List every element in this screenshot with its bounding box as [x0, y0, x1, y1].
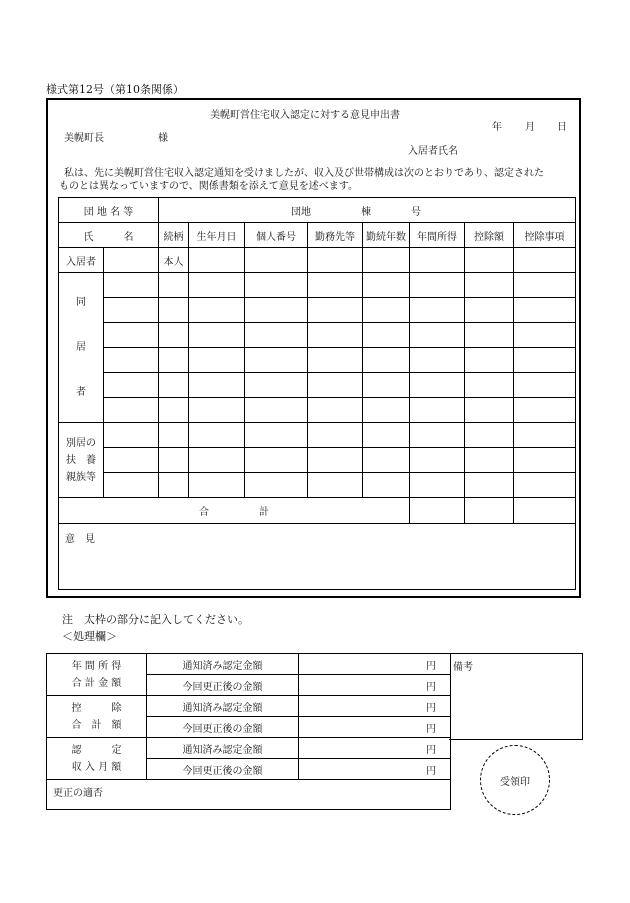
table-row: [59, 273, 576, 298]
table-cell[interactable]: [410, 423, 465, 448]
danchi-info-cell[interactable]: [159, 198, 576, 223]
table-cell[interactable]: [245, 398, 308, 423]
table-cell[interactable]: [465, 448, 514, 473]
table-cell[interactable]: [363, 323, 410, 348]
header-relation: 続柄: [159, 223, 189, 248]
table-cell[interactable]: [308, 323, 363, 348]
table-row: [59, 398, 576, 423]
note-text: 注 太枠の部分に記入してください。: [62, 613, 249, 626]
table-cell[interactable]: [308, 448, 363, 473]
table-cell[interactable]: [514, 473, 576, 498]
label-line: 合 計 金 額: [71, 677, 122, 689]
form-number: 様式第12号（第10条関係）: [46, 83, 184, 96]
table-cell[interactable]: [104, 323, 159, 348]
table-cell[interactable]: [159, 423, 189, 448]
cohabitant-label: [59, 273, 104, 423]
table-row: [59, 298, 576, 323]
cohabitant-char: 者: [76, 387, 86, 398]
table-cell[interactable]: [514, 248, 576, 273]
table-cell[interactable]: [363, 423, 410, 448]
yen-field[interactable]: [299, 759, 451, 780]
table-cell[interactable]: [159, 473, 189, 498]
total-label: 合 計: [59, 498, 410, 524]
table-cell[interactable]: [308, 473, 363, 498]
label-line: 年 間 所 得: [71, 660, 122, 672]
applicant-name-label: 入居者氏名: [408, 146, 458, 157]
table-cell[interactable]: [104, 448, 159, 473]
form-title: 美幌町営住宅収入認定に対する意見申出書: [210, 110, 400, 121]
table-cell[interactable]: [245, 448, 308, 473]
separate-relatives-label: [59, 423, 104, 498]
date-day[interactable]: 日: [557, 122, 567, 133]
certified-monthly-income-label: [47, 738, 147, 780]
table-row: [59, 323, 576, 348]
addressee-name: 美幌町長: [64, 133, 104, 144]
separate-line: 扶 養: [66, 454, 96, 466]
annual-income-total-label: [47, 654, 147, 696]
table-cell[interactable]: [245, 298, 308, 323]
table-cell[interactable]: [410, 248, 465, 273]
table-cell[interactable]: [514, 298, 576, 323]
table-cell[interactable]: [189, 473, 245, 498]
table-row: [59, 423, 576, 448]
table-cell[interactable]: [465, 323, 514, 348]
processing-title: ＜処理欄＞: [62, 630, 117, 643]
header-individual-number: 個人番号: [245, 223, 308, 248]
table-cell[interactable]: [308, 348, 363, 373]
table-cell[interactable]: [363, 448, 410, 473]
unit-label: 号: [411, 206, 422, 218]
table-cell[interactable]: [363, 373, 410, 398]
table-cell[interactable]: [104, 273, 159, 298]
table-cell[interactable]: [514, 373, 576, 398]
header-name: 氏 名: [59, 223, 159, 248]
resident-name-cell[interactable]: [104, 248, 159, 273]
label-line: 収 入 月 額: [71, 761, 122, 773]
building-label: 棟: [361, 206, 372, 218]
header-workplace: 勤務先等: [308, 223, 363, 248]
yen-unit: 円: [426, 660, 436, 672]
table-cell[interactable]: [308, 398, 363, 423]
table-cell[interactable]: [245, 248, 308, 273]
table-cell[interactable]: [363, 298, 410, 323]
deduction-total-label: [47, 696, 147, 738]
table-cell[interactable]: [363, 473, 410, 498]
notified-amount-label: 通知済み認定金額: [147, 738, 299, 759]
receipt-stamp-circle[interactable]: [480, 745, 550, 815]
table-cell[interactable]: [189, 398, 245, 423]
table-cell[interactable]: [159, 373, 189, 398]
separate-line: 別居の: [66, 437, 96, 449]
notified-amount-label: 通知済み認定金額: [147, 696, 299, 717]
cohabitant-char: 居: [76, 342, 86, 353]
table-cell[interactable]: [465, 348, 514, 373]
table-cell[interactable]: [308, 273, 363, 298]
label-line: 合 計 額: [71, 719, 122, 731]
header-deduction-amount: 控除額: [465, 223, 514, 248]
table-cell[interactable]: [410, 348, 465, 373]
table-cell[interactable]: [514, 323, 576, 348]
header-annual-income: 年間所得: [410, 223, 465, 248]
table-cell[interactable]: [245, 273, 308, 298]
table-cell[interactable]: [410, 323, 465, 348]
processing-table: [46, 653, 451, 810]
table-cell[interactable]: [363, 273, 410, 298]
table-row: [59, 448, 576, 473]
table-cell[interactable]: [245, 473, 308, 498]
remarks-box[interactable]: [449, 653, 583, 740]
table-row: [59, 473, 576, 498]
table-cell[interactable]: [189, 423, 245, 448]
table-cell[interactable]: [189, 273, 245, 298]
table-cell[interactable]: [308, 373, 363, 398]
table-cell[interactable]: [410, 373, 465, 398]
table-cell[interactable]: [189, 448, 245, 473]
table-cell[interactable]: [104, 473, 159, 498]
table-cell[interactable]: [514, 398, 576, 423]
corrected-amount-label: 今回更正後の金額: [147, 717, 299, 738]
table-cell[interactable]: [410, 298, 465, 323]
table-cell[interactable]: [159, 323, 189, 348]
date-month[interactable]: 月: [525, 122, 535, 133]
notified-amount-label: 通知済み認定金額: [147, 654, 299, 675]
header-years-employed: 勤続年数: [363, 223, 410, 248]
table-cell[interactable]: [410, 473, 465, 498]
table-cell[interactable]: [410, 273, 465, 298]
table-cell[interactable]: [159, 448, 189, 473]
yen-unit: 円: [426, 681, 436, 693]
table-cell[interactable]: [104, 348, 159, 373]
table-cell[interactable]: [514, 273, 576, 298]
table-row: [59, 248, 576, 273]
corrected-amount-label: 今回更正後の金額: [147, 675, 299, 696]
correction-propriety-field[interactable]: [47, 780, 451, 810]
table-cell[interactable]: [245, 348, 308, 373]
table-row: [59, 348, 576, 373]
addressee-honorific: 様: [158, 133, 168, 144]
yen-field[interactable]: [299, 738, 451, 759]
yen-field[interactable]: [299, 675, 451, 696]
body-text-line1: 私は、先に美幌町営住宅収入認定通知を受けましたが、収入及び世帯構成は次のとおりであり、認定された: [64, 168, 544, 179]
table-cell[interactable]: [410, 398, 465, 423]
opinion-label: 意 見: [65, 534, 95, 545]
yen-unit: 円: [426, 702, 436, 714]
opinion-field[interactable]: [59, 524, 576, 590]
danchi-name-label: 団 地 名 等: [59, 198, 159, 223]
table-cell[interactable]: [104, 423, 159, 448]
corrected-amount-label: 今回更正後の金額: [147, 759, 299, 780]
remarks-label: 備考: [453, 662, 473, 673]
yen-field[interactable]: [299, 717, 451, 738]
cohabitant-char: 同: [76, 297, 86, 308]
yen-field[interactable]: [299, 696, 451, 717]
table-cell[interactable]: [189, 348, 245, 373]
correction-propriety-label: 更正の適否: [53, 788, 103, 799]
table-cell[interactable]: [465, 423, 514, 448]
table-cell[interactable]: [465, 298, 514, 323]
table-cell[interactable]: [514, 448, 576, 473]
table-cell[interactable]: [189, 298, 245, 323]
date-year[interactable]: 年: [492, 122, 502, 133]
table-cell[interactable]: [245, 323, 308, 348]
header-birthdate: 生年月日: [189, 223, 245, 248]
total-row: [59, 498, 576, 524]
yen-field[interactable]: [299, 654, 451, 675]
table-cell[interactable]: [410, 448, 465, 473]
table-cell[interactable]: [104, 398, 159, 423]
table-cell[interactable]: [308, 248, 363, 273]
table-cell[interactable]: [189, 373, 245, 398]
table-cell[interactable]: [363, 348, 410, 373]
table-cell[interactable]: [245, 423, 308, 448]
table-cell[interactable]: [465, 248, 514, 273]
resident-relation: 本人: [159, 248, 189, 273]
table-cell[interactable]: [465, 473, 514, 498]
table-cell[interactable]: [465, 373, 514, 398]
resident-label: 入居者: [59, 248, 104, 273]
table-cell[interactable]: [245, 373, 308, 398]
table-cell[interactable]: [189, 248, 245, 273]
label-line: 控 除: [71, 702, 122, 714]
table-cell[interactable]: [363, 398, 410, 423]
table-cell[interactable]: [159, 348, 189, 373]
yen-unit: 円: [426, 744, 436, 756]
table-cell[interactable]: [189, 323, 245, 348]
header-deduction-items: 控除事項: [514, 223, 576, 248]
table-cell[interactable]: [159, 298, 189, 323]
yen-unit: 円: [426, 765, 436, 777]
table-cell[interactable]: [308, 423, 363, 448]
yen-unit: 円: [426, 723, 436, 735]
table-row: [59, 373, 576, 398]
table-cell[interactable]: [465, 398, 514, 423]
label-line: 認 定: [71, 744, 122, 756]
table-cell[interactable]: [159, 398, 189, 423]
household-table: [58, 197, 576, 590]
total-deduction-cell[interactable]: [465, 498, 514, 524]
danchi-label: 団地: [291, 206, 312, 218]
total-income-cell[interactable]: [410, 498, 465, 524]
separate-line: 親族等: [66, 471, 96, 483]
table-cell[interactable]: [363, 248, 410, 273]
table-cell[interactable]: [104, 298, 159, 323]
table-cell[interactable]: [465, 273, 514, 298]
table-cell[interactable]: [514, 348, 576, 373]
table-cell[interactable]: [308, 298, 363, 323]
table-cell[interactable]: [104, 373, 159, 398]
table-cell[interactable]: [514, 423, 576, 448]
receipt-stamp-label: 受領印: [500, 776, 530, 788]
body-text-line2: ものとは異なっていますので、関係書類を添えて意見を述べます。: [59, 181, 358, 192]
total-items-cell[interactable]: [514, 498, 576, 524]
table-cell[interactable]: [159, 273, 189, 298]
